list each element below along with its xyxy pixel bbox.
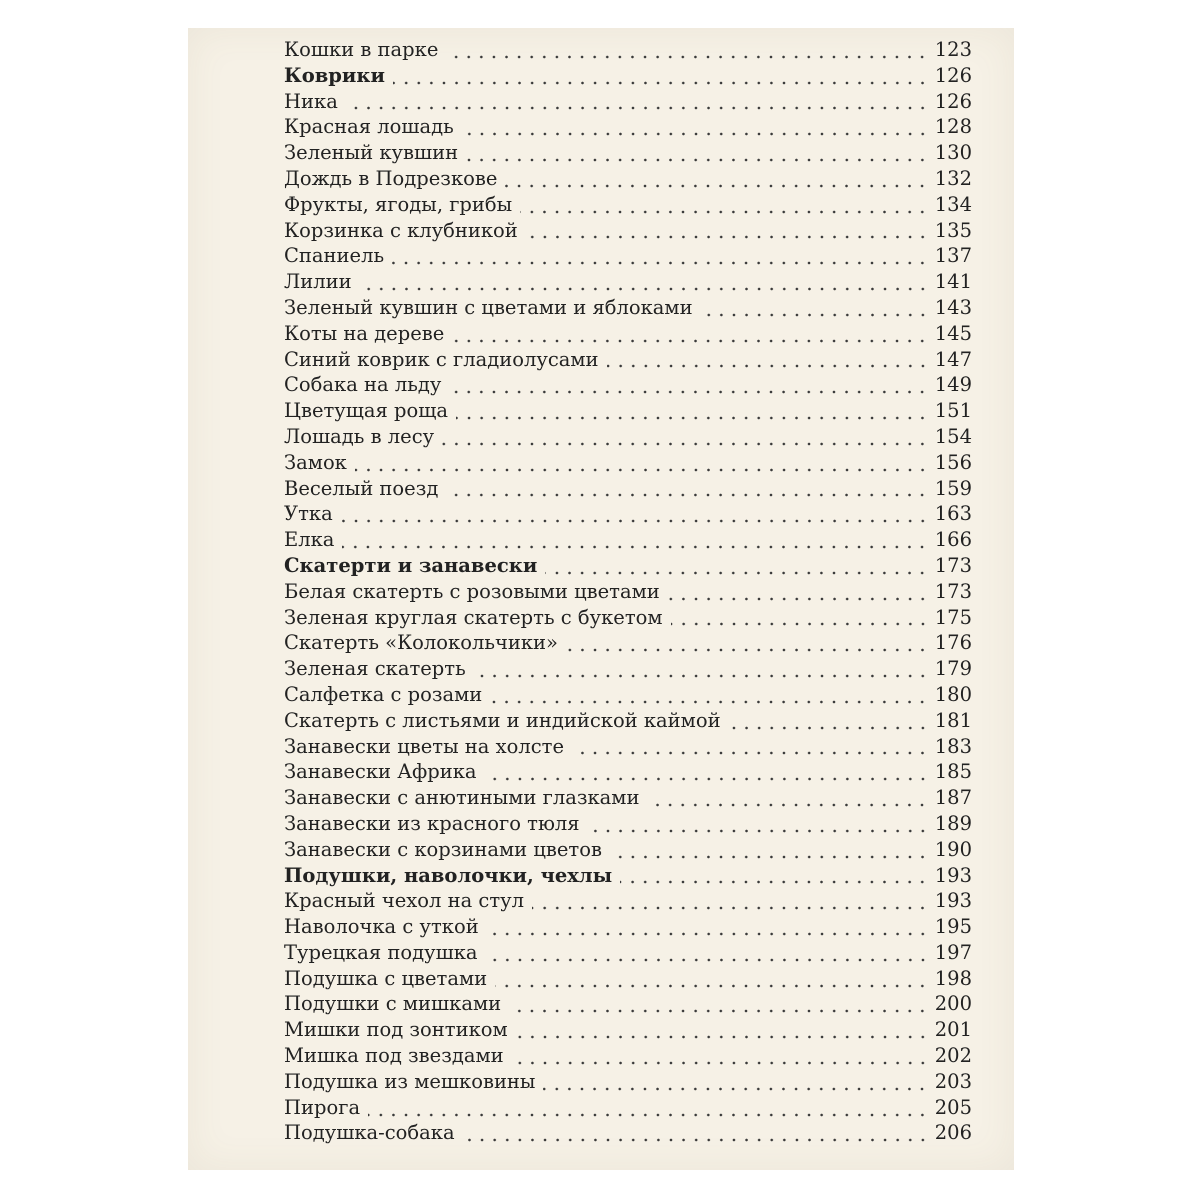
toc-entry — [284, 966, 972, 992]
toc-entry — [284, 1120, 972, 1146]
toc-entry — [284, 991, 972, 1017]
toc-entry — [284, 89, 972, 115]
toc-entry-title: Занавески цветы на холсте — [284, 734, 564, 758]
dot-leader — [341, 519, 929, 523]
toc-section-heading — [284, 553, 972, 579]
toc-entry — [284, 811, 972, 837]
toc-entry — [284, 269, 972, 295]
toc-entry-page-number: 126 — [934, 89, 972, 113]
toc-entry-title: Ника — [284, 89, 338, 113]
dot-leader — [393, 81, 929, 85]
toc-entry-title: Зеленая круглая скатерть с букетом — [284, 605, 663, 629]
dot-leader — [620, 880, 929, 884]
dot-leader — [456, 416, 929, 420]
toc-entry — [284, 605, 972, 631]
toc-entry — [284, 785, 972, 811]
toc-entry-page-number: 173 — [934, 553, 972, 577]
dot-leader — [392, 261, 929, 265]
toc-entry-page-number: 145 — [934, 321, 972, 345]
toc-entry-page-number: 134 — [934, 192, 972, 216]
toc-entry-title: Скатерть «Колокольчики» — [284, 631, 558, 655]
toc-entry — [284, 218, 972, 244]
toc-entry — [284, 1017, 972, 1043]
dot-leader — [487, 932, 929, 936]
toc-entry — [284, 450, 972, 476]
toc-entry-page-number: 202 — [934, 1044, 972, 1068]
toc-entry — [284, 630, 972, 656]
toc-entry-title: Корзинка с клубникой — [284, 218, 518, 242]
toc-entry — [284, 1095, 972, 1121]
toc-entry-title: Фрукты, ягоды, грибы — [284, 192, 513, 216]
toc-entry-page-number: 179 — [934, 657, 972, 681]
toc-entry-page-number: 193 — [934, 889, 972, 913]
toc-entry-page-number: 187 — [934, 786, 972, 810]
toc-entry-title: Турецкая подушка — [284, 940, 478, 964]
toc-entry-title: Елка — [284, 528, 335, 552]
toc-entry-page-number: 203 — [934, 1069, 972, 1093]
toc-entry-page-number: 206 — [934, 1121, 972, 1145]
toc-entry-page-number: 176 — [934, 631, 972, 655]
dot-leader — [446, 55, 928, 59]
toc-entry-page-number: 130 — [934, 141, 972, 165]
toc-entry-page-number: 147 — [934, 347, 972, 371]
toc-entry-title: Салфетка с розами — [284, 682, 483, 706]
toc-entry-title: Подушка из мешковины — [284, 1069, 536, 1093]
toc-entry-page-number: 143 — [934, 295, 972, 319]
toc-entry-title: Зеленый кувшин — [284, 141, 459, 165]
toc-entry-page-number: 195 — [934, 915, 972, 939]
dot-leader — [671, 622, 929, 626]
toc-entry-page-number: 151 — [934, 399, 972, 423]
toc-entry-title: Подушки с мишками — [284, 992, 502, 1016]
table-of-contents — [284, 37, 972, 1146]
toc-entry — [284, 888, 972, 914]
toc-entry — [284, 759, 972, 785]
toc-entry — [284, 656, 972, 682]
toc-entry-page-number: 175 — [934, 605, 972, 629]
dot-leader — [572, 751, 929, 755]
toc-section-heading — [284, 863, 972, 889]
dot-leader — [463, 1138, 929, 1142]
dot-leader — [466, 158, 929, 162]
dot-leader — [516, 1035, 929, 1039]
toc-entry-title: Кошки в парке — [284, 38, 439, 61]
dot-leader — [647, 803, 928, 807]
toc-entry-title: Пирога — [284, 1095, 361, 1119]
toc-entry-title: Занавески с корзинами цветов — [284, 837, 602, 861]
dot-leader — [462, 132, 929, 136]
toc-entry-page-number: 198 — [934, 966, 972, 990]
toc-entry — [284, 114, 972, 140]
toc-entry-page-number: 166 — [934, 528, 972, 552]
toc-entry-page-number: 205 — [934, 1095, 972, 1119]
toc-entry-title: Замок — [284, 450, 347, 474]
toc-entry — [284, 192, 972, 218]
dot-leader — [668, 597, 929, 601]
dot-leader — [485, 777, 929, 781]
dot-leader — [505, 184, 928, 188]
dot-leader — [520, 210, 929, 214]
toc-entry-title: Занавески из красного тюля — [284, 811, 580, 835]
toc-entry — [284, 295, 972, 321]
toc-entry-title: Коты на дереве — [284, 321, 445, 345]
toc-entry-title: Дождь в Подрезкове — [284, 166, 498, 190]
toc-entry-page-number: 141 — [934, 270, 972, 294]
toc-entry — [284, 424, 972, 450]
toc-entry-title: Утка — [284, 502, 333, 526]
dot-leader — [495, 984, 929, 988]
toc-entry — [284, 501, 972, 527]
toc-entry-page-number: 185 — [934, 760, 972, 784]
toc-entry-title: Скатерть с листьями и индийской каймой — [284, 708, 721, 732]
toc-entry-title: Синий коврик с гладиолусами — [284, 347, 599, 371]
toc-entry-page-number: 156 — [934, 450, 972, 474]
toc-entry-title: Красная лошадь — [284, 115, 454, 139]
dot-leader — [474, 674, 929, 678]
toc-entry-page-number: 132 — [934, 166, 972, 190]
toc-entry-page-number: 201 — [934, 1018, 972, 1042]
toc-entry-title: Мишка под звездами — [284, 1044, 504, 1068]
toc-entry-page-number: 154 — [934, 424, 972, 448]
toc-entry-page-number: 190 — [934, 837, 972, 861]
toc-entry — [284, 1069, 972, 1095]
dot-leader — [566, 648, 929, 652]
dot-leader — [442, 442, 929, 446]
toc-entry — [284, 1043, 972, 1069]
dot-leader — [607, 364, 929, 368]
toc-entry-title: Спаниель — [284, 244, 385, 268]
toc-entry-page-number: 180 — [934, 682, 972, 706]
toc-entry — [284, 166, 972, 192]
dot-leader — [368, 1113, 929, 1117]
toc-entry — [284, 321, 972, 347]
toc-entry-title: Лилии — [284, 270, 352, 294]
toc-entry — [284, 140, 972, 166]
dot-leader — [452, 339, 929, 343]
dot-leader — [701, 313, 929, 317]
dot-leader — [346, 106, 929, 110]
toc-entry-page-number: 173 — [934, 579, 972, 603]
toc-entry-title: Цветущая роща — [284, 399, 449, 423]
toc-entry — [284, 837, 972, 863]
toc-entry — [284, 37, 972, 63]
toc-entry-page-number: 159 — [934, 476, 972, 500]
toc-entry-title: Мишки под зонтиком — [284, 1018, 508, 1042]
toc-entry-page-number: 149 — [934, 373, 972, 397]
toc-entry-page-number: 193 — [934, 863, 972, 887]
toc-entry-title: Коврики — [284, 63, 385, 87]
toc-entry-title: Зеленая скатерть — [284, 657, 466, 681]
toc-entry — [284, 914, 972, 940]
toc-entry-page-number: 135 — [934, 218, 972, 242]
dot-leader — [545, 571, 928, 575]
dot-leader — [490, 700, 928, 704]
toc-entry-title: Скатерти и занавески — [284, 553, 538, 577]
toc-entry-page-number: 128 — [934, 115, 972, 139]
toc-entry-title: Красный чехол на стул — [284, 889, 524, 913]
dot-leader — [610, 855, 929, 859]
toc-entry-title: Наволочка с уткой — [284, 915, 479, 939]
toc-entry-page-number: 123 — [934, 38, 972, 61]
dot-leader — [360, 287, 929, 291]
toc-entry — [284, 243, 972, 269]
toc-entry — [284, 708, 972, 734]
toc-entry — [284, 682, 972, 708]
toc-entry-page-number: 189 — [934, 811, 972, 835]
toc-entry-title: Подушка с цветами — [284, 966, 488, 990]
toc-entry-title: Подушки, наволочки, чехлы — [284, 863, 613, 887]
dot-leader — [532, 906, 929, 910]
toc-entry-title: Веселый поезд — [284, 476, 439, 500]
dot-leader — [588, 829, 929, 833]
toc-section-heading — [284, 63, 972, 89]
toc-entry-title: Зеленый кувшин с цветами и яблоками — [284, 295, 693, 319]
toc-entry-title: Занавески Африка — [284, 760, 477, 784]
toc-entry — [284, 940, 972, 966]
dot-leader — [729, 726, 929, 730]
dot-leader — [486, 958, 929, 962]
toc-entry — [284, 347, 972, 373]
toc-entry-page-number: 126 — [934, 63, 972, 87]
dot-leader — [446, 493, 928, 497]
dot-leader — [526, 235, 929, 239]
toc-entry — [284, 734, 972, 760]
toc-entry-title: Подушка-собака — [284, 1121, 455, 1145]
toc-entry — [284, 398, 972, 424]
toc-entry-title: Белая скатерть с розовыми цветами — [284, 579, 660, 603]
dot-leader — [342, 545, 928, 549]
toc-entry — [284, 579, 972, 605]
toc-entry — [284, 476, 972, 502]
toc-entry-page-number: 200 — [934, 992, 972, 1016]
dot-leader — [512, 1061, 929, 1065]
toc-entry-page-number: 181 — [934, 708, 972, 732]
toc-entry-page-number: 183 — [934, 734, 972, 758]
toc-entry-page-number: 197 — [934, 940, 972, 964]
toc-entry-title: Собака на льду — [284, 373, 442, 397]
toc-entry-title: Занавески с анютиными глазками — [284, 786, 640, 810]
dot-leader — [449, 390, 928, 394]
toc-entry-page-number: 163 — [934, 502, 972, 526]
toc-entry-title: Лошадь в лесу — [284, 424, 435, 448]
toc-entry-page-number: 137 — [934, 244, 972, 268]
dot-leader — [543, 1087, 928, 1091]
toc-entry — [284, 372, 972, 398]
toc-entry — [284, 527, 972, 553]
dot-leader — [355, 468, 929, 472]
dot-leader — [509, 1009, 929, 1013]
